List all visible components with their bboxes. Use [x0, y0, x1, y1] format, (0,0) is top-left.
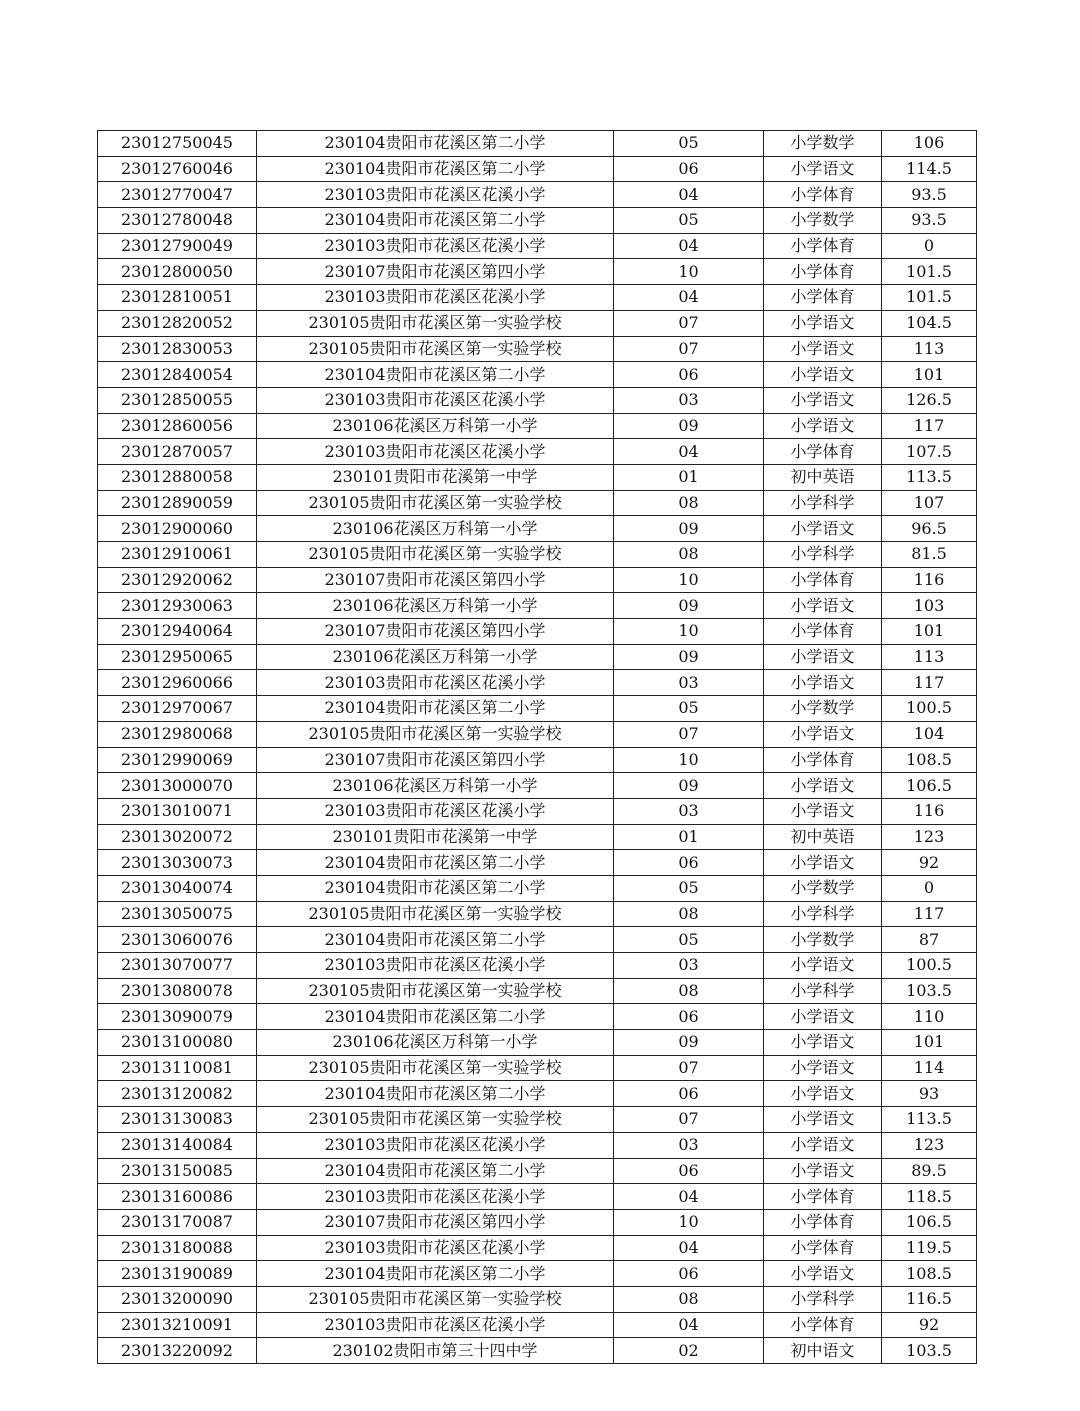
exam-number-cell: 23013080078: [98, 978, 257, 1004]
score-cell: 93.5: [882, 182, 977, 208]
school-cell: 230106花溪区万科第一小学: [257, 644, 614, 670]
subject-cell: 小学语文: [764, 336, 882, 362]
table-row: [98, 1030, 977, 1056]
school-cell: 230104贵阳市花溪区第二小学: [257, 875, 614, 901]
subject-cell: 小学语文: [764, 798, 882, 824]
table-row: [98, 413, 977, 439]
exam-number-cell: 23013090079: [98, 1004, 257, 1030]
score-cell: 103: [882, 593, 977, 619]
school-code-cell: 05: [614, 696, 764, 722]
score-cell: 100.5: [882, 696, 977, 722]
score-cell: 114: [882, 1055, 977, 1081]
score-cell: 89.5: [882, 1158, 977, 1184]
score-cell: 108.5: [882, 747, 977, 773]
subject-cell: 小学体育: [764, 1209, 882, 1235]
subject-cell: 小学体育: [764, 259, 882, 285]
exam-number-cell: 23012770047: [98, 182, 257, 208]
school-cell: 230105贵阳市花溪区第一实验学校: [257, 901, 614, 927]
table-row: [98, 1235, 977, 1261]
table-row: [98, 156, 977, 182]
exam-number-cell: 23012970067: [98, 696, 257, 722]
school-code-cell: 09: [614, 644, 764, 670]
school-cell: 230103贵阳市花溪区花溪小学: [257, 670, 614, 696]
school-cell: 230106花溪区万科第一小学: [257, 1030, 614, 1056]
score-table: [97, 130, 977, 1364]
school-code-cell: 10: [614, 259, 764, 285]
table-row: [98, 1312, 977, 1338]
school-cell: 230105贵阳市花溪区第一实验学校: [257, 721, 614, 747]
subject-cell: 小学科学: [764, 901, 882, 927]
school-code-cell: 06: [614, 1261, 764, 1287]
school-code-cell: 04: [614, 285, 764, 311]
exam-number-cell: 23013170087: [98, 1209, 257, 1235]
table-row: [98, 285, 977, 311]
exam-number-cell: 23012870057: [98, 439, 257, 465]
subject-cell: 小学数学: [764, 927, 882, 953]
table-row: [98, 310, 977, 336]
exam-number-cell: 23013220092: [98, 1338, 257, 1364]
subject-cell: 小学体育: [764, 567, 882, 593]
table-row: [98, 1158, 977, 1184]
score-cell: 81.5: [882, 542, 977, 568]
school-code-cell: 05: [614, 131, 764, 157]
subject-cell: 小学语文: [764, 387, 882, 413]
school-cell: 230105贵阳市花溪区第一实验学校: [257, 310, 614, 336]
table-row: [98, 1261, 977, 1287]
school-code-cell: 07: [614, 310, 764, 336]
score-table-body: [98, 131, 977, 1364]
table-row: [98, 773, 977, 799]
school-cell: 230104贵阳市花溪区第二小学: [257, 850, 614, 876]
school-code-cell: 03: [614, 670, 764, 696]
school-code-cell: 09: [614, 1030, 764, 1056]
school-code-cell: 08: [614, 901, 764, 927]
exam-number-cell: 23013010071: [98, 798, 257, 824]
exam-number-cell: 23013160086: [98, 1184, 257, 1210]
school-code-cell: 09: [614, 413, 764, 439]
table-row: [98, 490, 977, 516]
exam-number-cell: 23012880058: [98, 464, 257, 490]
subject-cell: 小学数学: [764, 696, 882, 722]
school-code-cell: 08: [614, 1286, 764, 1312]
subject-cell: 小学语文: [764, 516, 882, 542]
school-code-cell: 04: [614, 439, 764, 465]
subject-cell: 小学语文: [764, 1081, 882, 1107]
score-cell: 101: [882, 362, 977, 388]
score-cell: 103.5: [882, 978, 977, 1004]
school-code-cell: 03: [614, 1132, 764, 1158]
school-code-cell: 03: [614, 798, 764, 824]
exam-number-cell: 23013180088: [98, 1235, 257, 1261]
subject-cell: 小学体育: [764, 233, 882, 259]
exam-number-cell: 23012750045: [98, 131, 257, 157]
score-cell: 113.5: [882, 1107, 977, 1133]
exam-number-cell: 23013210091: [98, 1312, 257, 1338]
score-cell: 0: [882, 875, 977, 901]
school-cell: 230105贵阳市花溪区第一实验学校: [257, 336, 614, 362]
subject-cell: 小学科学: [764, 978, 882, 1004]
score-cell: 92: [882, 1312, 977, 1338]
subject-cell: 小学科学: [764, 490, 882, 516]
score-cell: 117: [882, 670, 977, 696]
school-cell: 230101贵阳市花溪第一中学: [257, 824, 614, 850]
score-cell: 113.5: [882, 464, 977, 490]
school-cell: 230104贵阳市花溪区第二小学: [257, 362, 614, 388]
school-cell: 230107贵阳市花溪区第四小学: [257, 747, 614, 773]
school-code-cell: 08: [614, 490, 764, 516]
score-cell: 126.5: [882, 387, 977, 413]
exam-number-cell: 23013020072: [98, 824, 257, 850]
subject-cell: 小学体育: [764, 747, 882, 773]
subject-cell: 小学语文: [764, 413, 882, 439]
score-cell: 101: [882, 619, 977, 645]
subject-cell: 小学体育: [764, 619, 882, 645]
table-row: [98, 593, 977, 619]
exam-number-cell: 23013190089: [98, 1261, 257, 1287]
subject-cell: 小学语文: [764, 1132, 882, 1158]
table-row: [98, 978, 977, 1004]
school-cell: 230103贵阳市花溪区花溪小学: [257, 387, 614, 413]
score-cell: 106.5: [882, 1209, 977, 1235]
school-code-cell: 01: [614, 824, 764, 850]
school-code-cell: 09: [614, 516, 764, 542]
exam-number-cell: 23013030073: [98, 850, 257, 876]
subject-cell: 小学语文: [764, 1055, 882, 1081]
subject-cell: 小学体育: [764, 1312, 882, 1338]
table-row: [98, 131, 977, 157]
subject-cell: 小学语文: [764, 1004, 882, 1030]
exam-number-cell: 23013060076: [98, 927, 257, 953]
exam-number-cell: 23012990069: [98, 747, 257, 773]
school-code-cell: 08: [614, 542, 764, 568]
subject-cell: 小学语文: [764, 1261, 882, 1287]
score-cell: 117: [882, 901, 977, 927]
school-code-cell: 07: [614, 1055, 764, 1081]
subject-cell: 小学数学: [764, 875, 882, 901]
score-cell: 116: [882, 798, 977, 824]
score-cell: 96.5: [882, 516, 977, 542]
school-code-cell: 05: [614, 875, 764, 901]
exam-number-cell: 23012860056: [98, 413, 257, 439]
subject-cell: 小学语文: [764, 593, 882, 619]
exam-number-cell: 23012950065: [98, 644, 257, 670]
score-cell: 107: [882, 490, 977, 516]
school-cell: 230104贵阳市花溪区第二小学: [257, 1261, 614, 1287]
exam-number-cell: 23013000070: [98, 773, 257, 799]
school-cell: 230105贵阳市花溪区第一实验学校: [257, 1286, 614, 1312]
exam-number-cell: 23013040074: [98, 875, 257, 901]
table-row: [98, 1132, 977, 1158]
subject-cell: 小学语文: [764, 156, 882, 182]
school-cell: 230103贵阳市花溪区花溪小学: [257, 1235, 614, 1261]
subject-cell: 小学语文: [764, 773, 882, 799]
score-cell: 106.5: [882, 773, 977, 799]
school-code-cell: 04: [614, 182, 764, 208]
score-cell: 114.5: [882, 156, 977, 182]
table-row: [98, 1107, 977, 1133]
subject-cell: 初中英语: [764, 824, 882, 850]
score-cell: 104: [882, 721, 977, 747]
school-code-cell: 09: [614, 593, 764, 619]
table-row: [98, 387, 977, 413]
exam-number-cell: 23012830053: [98, 336, 257, 362]
exam-number-cell: 23012780048: [98, 208, 257, 234]
subject-cell: 小学语文: [764, 644, 882, 670]
subject-cell: 初中英语: [764, 464, 882, 490]
school-code-cell: 04: [614, 1184, 764, 1210]
school-cell: 230103贵阳市花溪区花溪小学: [257, 1132, 614, 1158]
exam-number-cell: 23012890059: [98, 490, 257, 516]
score-cell: 103.5: [882, 1338, 977, 1364]
school-cell: 230105贵阳市花溪区第一实验学校: [257, 1107, 614, 1133]
subject-cell: 小学语文: [764, 1107, 882, 1133]
score-cell: 117: [882, 413, 977, 439]
subject-cell: 小学科学: [764, 542, 882, 568]
table-row: [98, 1055, 977, 1081]
school-cell: 230104贵阳市花溪区第二小学: [257, 156, 614, 182]
school-code-cell: 06: [614, 850, 764, 876]
exam-number-cell: 23012930063: [98, 593, 257, 619]
school-cell: 230103贵阳市花溪区花溪小学: [257, 233, 614, 259]
exam-number-cell: 23013140084: [98, 1132, 257, 1158]
score-cell: 108.5: [882, 1261, 977, 1287]
school-code-cell: 04: [614, 1235, 764, 1261]
subject-cell: 小学体育: [764, 1184, 882, 1210]
exam-number-cell: 23013110081: [98, 1055, 257, 1081]
school-code-cell: 07: [614, 721, 764, 747]
table-row: [98, 362, 977, 388]
school-cell: 230107贵阳市花溪区第四小学: [257, 619, 614, 645]
score-cell: 110: [882, 1004, 977, 1030]
score-cell: 116.5: [882, 1286, 977, 1312]
subject-cell: 小学语文: [764, 1158, 882, 1184]
school-code-cell: 05: [614, 208, 764, 234]
school-cell: 230103贵阳市花溪区花溪小学: [257, 439, 614, 465]
score-cell: 0: [882, 233, 977, 259]
table-row: [98, 1209, 977, 1235]
table-row: [98, 927, 977, 953]
exam-number-cell: 23012840054: [98, 362, 257, 388]
table-row: [98, 1184, 977, 1210]
school-code-cell: 06: [614, 156, 764, 182]
score-cell: 116: [882, 567, 977, 593]
table-row: [98, 721, 977, 747]
exam-number-cell: 23012980068: [98, 721, 257, 747]
exam-number-cell: 23013070077: [98, 953, 257, 979]
subject-cell: 小学体育: [764, 182, 882, 208]
table-row: [98, 1338, 977, 1364]
score-cell: 113: [882, 336, 977, 362]
school-code-cell: 04: [614, 233, 764, 259]
school-cell: 230104贵阳市花溪区第二小学: [257, 1081, 614, 1107]
table-row: [98, 259, 977, 285]
school-cell: 230103贵阳市花溪区花溪小学: [257, 1312, 614, 1338]
school-cell: 230107贵阳市花溪区第四小学: [257, 567, 614, 593]
school-code-cell: 06: [614, 1004, 764, 1030]
school-cell: 230105贵阳市花溪区第一实验学校: [257, 490, 614, 516]
exam-number-cell: 23012940064: [98, 619, 257, 645]
score-cell: 123: [882, 1132, 977, 1158]
score-cell: 93.5: [882, 208, 977, 234]
school-cell: 230105贵阳市花溪区第一实验学校: [257, 1055, 614, 1081]
exam-number-cell: 23012960066: [98, 670, 257, 696]
table-row: [98, 824, 977, 850]
exam-number-cell: 23013130083: [98, 1107, 257, 1133]
school-code-cell: 10: [614, 567, 764, 593]
school-cell: 230103贵阳市花溪区花溪小学: [257, 953, 614, 979]
subject-cell: 小学数学: [764, 131, 882, 157]
subject-cell: 小学数学: [764, 208, 882, 234]
table-row: [98, 233, 977, 259]
school-code-cell: 10: [614, 747, 764, 773]
school-cell: 230102贵阳市第三十四中学: [257, 1338, 614, 1364]
school-cell: 230106花溪区万科第一小学: [257, 413, 614, 439]
table-row: [98, 901, 977, 927]
school-code-cell: 04: [614, 1312, 764, 1338]
school-code-cell: 03: [614, 387, 764, 413]
subject-cell: 小学语文: [764, 670, 882, 696]
school-cell: 230104贵阳市花溪区第二小学: [257, 131, 614, 157]
subject-cell: 小学语文: [764, 362, 882, 388]
school-cell: 230107贵阳市花溪区第四小学: [257, 1209, 614, 1235]
school-cell: 230105贵阳市花溪区第一实验学校: [257, 542, 614, 568]
school-code-cell: 07: [614, 336, 764, 362]
exam-number-cell: 23013150085: [98, 1158, 257, 1184]
school-code-cell: 07: [614, 1107, 764, 1133]
exam-number-cell: 23013100080: [98, 1030, 257, 1056]
score-cell: 101.5: [882, 285, 977, 311]
score-cell: 87: [882, 927, 977, 953]
table-row: [98, 182, 977, 208]
subject-cell: 小学语文: [764, 850, 882, 876]
school-code-cell: 08: [614, 978, 764, 1004]
school-code-cell: 06: [614, 362, 764, 388]
school-cell: 230106花溪区万科第一小学: [257, 773, 614, 799]
school-code-cell: 10: [614, 619, 764, 645]
school-cell: 230106花溪区万科第一小学: [257, 593, 614, 619]
score-cell: 101.5: [882, 259, 977, 285]
school-code-cell: 01: [614, 464, 764, 490]
school-code-cell: 10: [614, 1209, 764, 1235]
table-row: [98, 1081, 977, 1107]
exam-number-cell: 23012910061: [98, 542, 257, 568]
subject-cell: 小学语文: [764, 310, 882, 336]
score-cell: 92: [882, 850, 977, 876]
table-row: [98, 798, 977, 824]
school-code-cell: 09: [614, 773, 764, 799]
table-row: [98, 1004, 977, 1030]
exam-number-cell: 23012760046: [98, 156, 257, 182]
table-row: [98, 875, 977, 901]
table-row: [98, 464, 977, 490]
exam-number-cell: 23012900060: [98, 516, 257, 542]
score-cell: 93: [882, 1081, 977, 1107]
school-code-cell: 05: [614, 927, 764, 953]
exam-number-cell: 23012920062: [98, 567, 257, 593]
score-cell: 106: [882, 131, 977, 157]
score-cell: 113: [882, 644, 977, 670]
exam-number-cell: 23013050075: [98, 901, 257, 927]
subject-cell: 初中语文: [764, 1338, 882, 1364]
table-row: [98, 516, 977, 542]
subject-cell: 小学科学: [764, 1286, 882, 1312]
table-row: [98, 747, 977, 773]
subject-cell: 小学体育: [764, 439, 882, 465]
school-code-cell: 06: [614, 1081, 764, 1107]
school-cell: 230107贵阳市花溪区第四小学: [257, 259, 614, 285]
table-row: [98, 336, 977, 362]
subject-cell: 小学语文: [764, 721, 882, 747]
school-cell: 230103贵阳市花溪区花溪小学: [257, 182, 614, 208]
subject-cell: 小学语文: [764, 1030, 882, 1056]
subject-cell: 小学体育: [764, 1235, 882, 1261]
score-cell: 107.5: [882, 439, 977, 465]
school-code-cell: 02: [614, 1338, 764, 1364]
school-cell: 230101贵阳市花溪第一中学: [257, 464, 614, 490]
school-cell: 230104贵阳市花溪区第二小学: [257, 927, 614, 953]
table-row: [98, 542, 977, 568]
exam-number-cell: 23012800050: [98, 259, 257, 285]
school-cell: 230104贵阳市花溪区第二小学: [257, 696, 614, 722]
subject-cell: 小学语文: [764, 953, 882, 979]
school-cell: 230103贵阳市花溪区花溪小学: [257, 1184, 614, 1210]
table-row: [98, 208, 977, 234]
school-code-cell: 06: [614, 1158, 764, 1184]
school-cell: 230104贵阳市花溪区第二小学: [257, 1004, 614, 1030]
table-row: [98, 1286, 977, 1312]
school-cell: 230103贵阳市花溪区花溪小学: [257, 285, 614, 311]
score-cell: 118.5: [882, 1184, 977, 1210]
exam-number-cell: 23012820052: [98, 310, 257, 336]
school-cell: 230104贵阳市花溪区第二小学: [257, 1158, 614, 1184]
score-cell: 123: [882, 824, 977, 850]
table-row: [98, 644, 977, 670]
table-row: [98, 439, 977, 465]
school-cell: 230104贵阳市花溪区第二小学: [257, 208, 614, 234]
exam-number-cell: 23013200090: [98, 1286, 257, 1312]
table-row: [98, 696, 977, 722]
table-row: [98, 850, 977, 876]
exam-number-cell: 23012850055: [98, 387, 257, 413]
school-code-cell: 03: [614, 953, 764, 979]
exam-number-cell: 23013120082: [98, 1081, 257, 1107]
school-cell: 230105贵阳市花溪区第一实验学校: [257, 978, 614, 1004]
table-row: [98, 670, 977, 696]
school-cell: 230106花溪区万科第一小学: [257, 516, 614, 542]
table-row: [98, 567, 977, 593]
school-cell: 230103贵阳市花溪区花溪小学: [257, 798, 614, 824]
exam-number-cell: 23012810051: [98, 285, 257, 311]
score-cell: 119.5: [882, 1235, 977, 1261]
score-cell: 104.5: [882, 310, 977, 336]
subject-cell: 小学体育: [764, 285, 882, 311]
score-cell: 100.5: [882, 953, 977, 979]
score-cell: 101: [882, 1030, 977, 1056]
exam-number-cell: 23012790049: [98, 233, 257, 259]
table-row: [98, 953, 977, 979]
table-row: [98, 619, 977, 645]
